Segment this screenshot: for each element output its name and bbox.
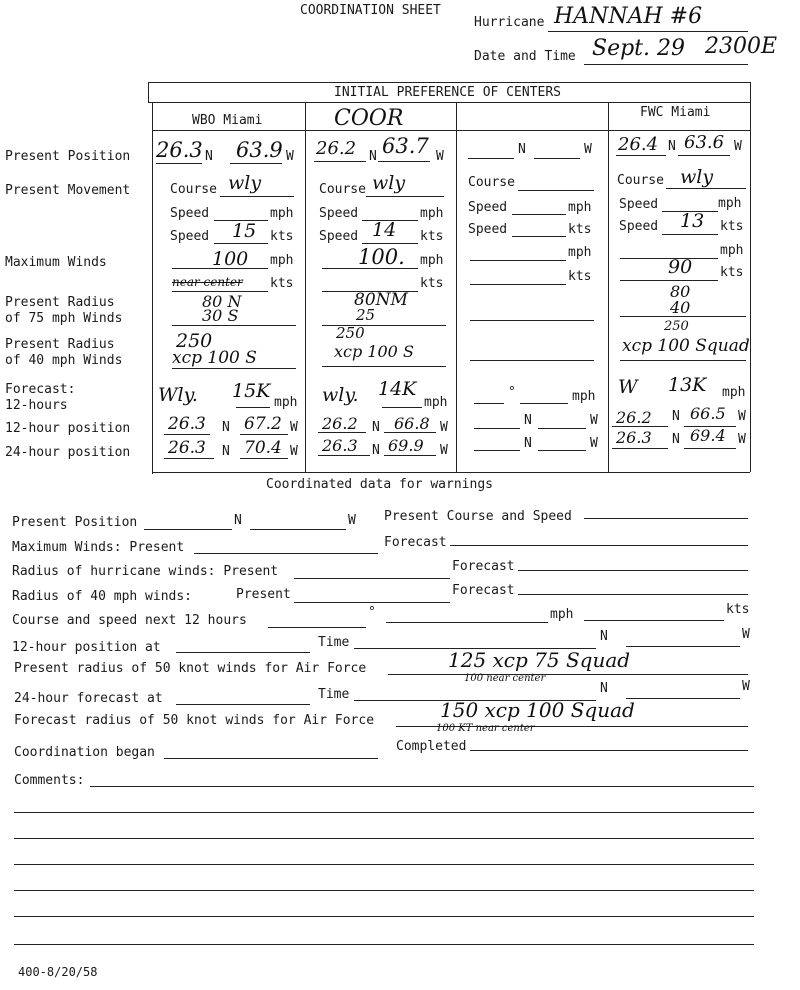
col-header-fwc: FWC Miami: [640, 105, 711, 120]
coor-course: wly: [372, 172, 406, 194]
cd-completed: Completed: [396, 739, 467, 754]
date-value: Sept. 29: [592, 36, 685, 61]
coor-lat: 26.2: [316, 138, 357, 159]
n-label: N: [518, 142, 526, 157]
cd-radius50-value: 125 xcp 75 Squad: [448, 648, 631, 672]
n-label: N: [372, 420, 380, 435]
course-label: Course: [170, 182, 217, 197]
n-label: N: [524, 413, 532, 428]
hurricane-value: HANNAH #6: [554, 4, 703, 29]
coor-speed-kts: 14: [372, 219, 397, 241]
kts-label: kts: [568, 222, 592, 237]
n-label: N: [205, 149, 213, 164]
fwc-fc-speed: 13K: [668, 374, 707, 396]
col-header-wbo: WBO Miami: [192, 113, 263, 128]
wbo-fc-speed: 15K: [232, 380, 271, 402]
degree-label: °: [368, 605, 376, 620]
speed-label: Speed: [170, 229, 210, 244]
form-id: 400-8/20/58: [18, 965, 98, 979]
wbo-r40-b: xcp 100 S: [172, 348, 257, 368]
w-label: W: [734, 139, 742, 154]
fwc-max-kts: 90: [668, 256, 693, 278]
mph-label: mph: [572, 389, 596, 404]
kts-label: kts: [720, 219, 744, 234]
fwc-fc-course: W: [618, 376, 638, 398]
mph-label: mph: [270, 206, 294, 221]
degree-label: °: [508, 385, 516, 400]
wbo-fc-course: Wly.: [158, 384, 198, 406]
cd-time-2: Time: [318, 687, 350, 702]
fwc-p12-lat: 26.2: [616, 408, 652, 427]
speed-label: Speed: [468, 200, 508, 215]
n-label: N: [672, 432, 680, 447]
cd-fc24-at: 24-hour forecast at: [14, 691, 163, 706]
speed-label: Speed: [170, 206, 210, 221]
sheet-title: COORDINATION SHEET: [300, 3, 441, 18]
wbo-r40-a: 250: [176, 330, 213, 352]
cd-max-winds: Maximum Winds: Present: [12, 540, 185, 555]
date-label: Date and Time: [474, 49, 576, 64]
course-label: Course: [617, 173, 664, 188]
kts-label: kts: [420, 276, 444, 291]
cd-pos12-at: 12-hour position at: [12, 640, 161, 655]
wbo-p24-lon: 70.4: [244, 438, 282, 458]
coor-r40-b: xcp 100 S: [334, 342, 414, 361]
cd-radius40: Radius of 40 mph winds:: [12, 589, 193, 604]
coor-fc-course: wly.: [322, 384, 359, 406]
label-maximum-winds: Maximum Winds: [5, 255, 107, 270]
course-label: Course: [468, 175, 515, 190]
label-radius40-1: Present Radius: [5, 337, 115, 352]
cd-radius50-af: Present radius of 50 knot winds for Air Force: [14, 661, 367, 676]
n-label: N: [222, 444, 230, 459]
mph-label: mph: [568, 245, 592, 260]
label-present-movement: Present Movement: [5, 183, 131, 198]
n-label: N: [372, 443, 380, 458]
label-forecast-1: Forecast:: [5, 382, 76, 397]
cd-forecast-3: Forecast: [452, 583, 515, 598]
cd-radius-hurricane: Radius of hurricane winds: Present: [12, 564, 279, 579]
n-label: N: [672, 409, 680, 424]
wbo-lat: 26.3: [156, 138, 203, 162]
n-label: N: [600, 629, 608, 644]
col-header-coor: COOR: [334, 106, 404, 131]
cd-course-speed: Present Course and Speed: [384, 509, 572, 524]
cd-forecast-1: Forecast: [384, 535, 447, 550]
cd-fc-radius50-af: Forecast radius of 50 knot winds for Air Force: [14, 713, 375, 728]
cd-fc-radius50-note: 100 KT near center: [436, 723, 535, 734]
fwc-p12-lon: 66.5: [690, 404, 726, 423]
wbo-r75-b: 30 S: [202, 306, 239, 325]
n-label: N: [222, 420, 230, 435]
speed-label: Speed: [319, 229, 359, 244]
cd-comments: Comments:: [14, 773, 85, 788]
label-radius75-1: Present Radius: [5, 295, 115, 310]
n-label: N: [600, 681, 608, 696]
w-label: W: [436, 149, 444, 164]
cd-present-position: Present Position: [12, 515, 138, 530]
mph-label: mph: [420, 253, 444, 268]
coordinated-title: Coordinated data for warnings: [266, 477, 493, 492]
wbo-p12-lat: 26.3: [168, 414, 206, 434]
n-label: N: [369, 149, 377, 164]
cd-radius50-note: 100 near center: [464, 673, 546, 684]
fwc-p24-lat: 26.3: [616, 428, 652, 447]
w-label: W: [440, 420, 448, 435]
mph-label: mph: [550, 607, 574, 622]
n-label: N: [524, 436, 532, 451]
cd-time-1: Time: [318, 635, 350, 650]
w-label: W: [348, 513, 356, 528]
w-label: W: [590, 436, 598, 451]
wbo-speed-kts: 15: [232, 220, 257, 242]
w-label: W: [738, 409, 746, 424]
label-pos24: 24-hour position: [5, 445, 131, 460]
label-pos12: 12-hour position: [5, 421, 131, 436]
label-radius75-2: of 75 mph Winds: [5, 311, 123, 326]
speed-label: Speed: [319, 206, 359, 221]
kts-label: kts: [270, 276, 294, 291]
wbo-max-mph: 100: [212, 248, 249, 270]
wbo-r75-a: 80 N: [202, 292, 242, 311]
cd-course-speed-12: Course and speed next 12 hours: [12, 613, 247, 628]
coor-max-mph: 100.: [358, 245, 405, 269]
n-label: N: [234, 513, 242, 528]
mph-label: mph: [722, 385, 746, 400]
coor-r75-a: 80NM: [354, 290, 408, 310]
w-label: W: [286, 149, 294, 164]
label-forecast-2: 12-hours: [5, 398, 68, 413]
w-label: W: [590, 413, 598, 428]
fwc-course: wly: [680, 166, 714, 188]
w-label: W: [584, 142, 592, 157]
fwc-r75-a: 80: [670, 282, 691, 301]
wbo-p24-lat: 26.3: [168, 438, 206, 458]
kts-label: kts: [720, 265, 744, 280]
coor-fc-speed: 14K: [378, 378, 417, 400]
label-present-position: Present Position: [5, 149, 131, 164]
kts-label: kts: [568, 269, 592, 284]
kts-label: kts: [726, 602, 750, 617]
w-label: W: [738, 432, 746, 447]
speed-label: Speed: [468, 222, 508, 237]
initial-title: INITIAL PREFERENCE OF CENTERS: [334, 85, 561, 100]
kts-label: kts: [420, 229, 444, 244]
speed-label: Speed: [619, 197, 659, 212]
w-label: W: [440, 443, 448, 458]
cd-fc-radius50-value: 150 xcp 100 Squad: [440, 698, 635, 722]
w-label: W: [742, 679, 750, 694]
coor-r75-b: 25: [356, 306, 376, 324]
wbo-lon: 63.9: [236, 138, 283, 162]
cd-radius40-present: Present: [236, 587, 291, 602]
fwc-lon: 63.6: [684, 132, 725, 153]
speed-label: Speed: [619, 219, 659, 234]
mph-label: mph: [568, 200, 592, 215]
kts-label: kts: [270, 229, 294, 244]
coor-r40-a: 250: [336, 324, 365, 342]
cd-coord-began: Coordination began: [14, 745, 155, 760]
fwc-r40-a: 250: [664, 319, 689, 334]
fwc-lat: 26.4: [618, 134, 659, 155]
n-label: N: [668, 139, 676, 154]
mph-label: mph: [718, 196, 742, 211]
w-label: W: [742, 627, 750, 642]
coor-p12-lon: 66.8: [394, 414, 430, 433]
wbo-p12-lon: 67.2: [244, 414, 282, 434]
fwc-speed-kts: 13: [680, 210, 705, 232]
wbo-note: near center: [172, 275, 243, 289]
hurricane-label: Hurricane: [474, 15, 545, 30]
mph-label: mph: [720, 243, 744, 258]
w-label: W: [290, 420, 298, 435]
wbo-course: wly: [228, 172, 262, 194]
w-label: W: [290, 444, 298, 459]
mph-label: mph: [270, 253, 294, 268]
time-value: 2300E: [705, 34, 778, 59]
mph-label: mph: [274, 395, 298, 410]
cd-forecast-2: Forecast: [452, 559, 515, 574]
coor-p24-lat: 26.3: [322, 436, 358, 455]
coor-p12-lat: 26.2: [322, 414, 358, 433]
course-label: Course: [319, 182, 366, 197]
fwc-r75-b: 40: [670, 298, 691, 317]
coor-lon: 63.7: [382, 134, 429, 158]
mph-label: mph: [420, 206, 444, 221]
fwc-p24-lon: 69.4: [690, 426, 726, 445]
fwc-r40-b: xcp 100 Squad: [622, 336, 750, 356]
label-radius40-2: of 40 mph Winds: [5, 353, 123, 368]
coor-p24-lon: 69.9: [388, 436, 424, 455]
mph-label: mph: [424, 395, 448, 410]
